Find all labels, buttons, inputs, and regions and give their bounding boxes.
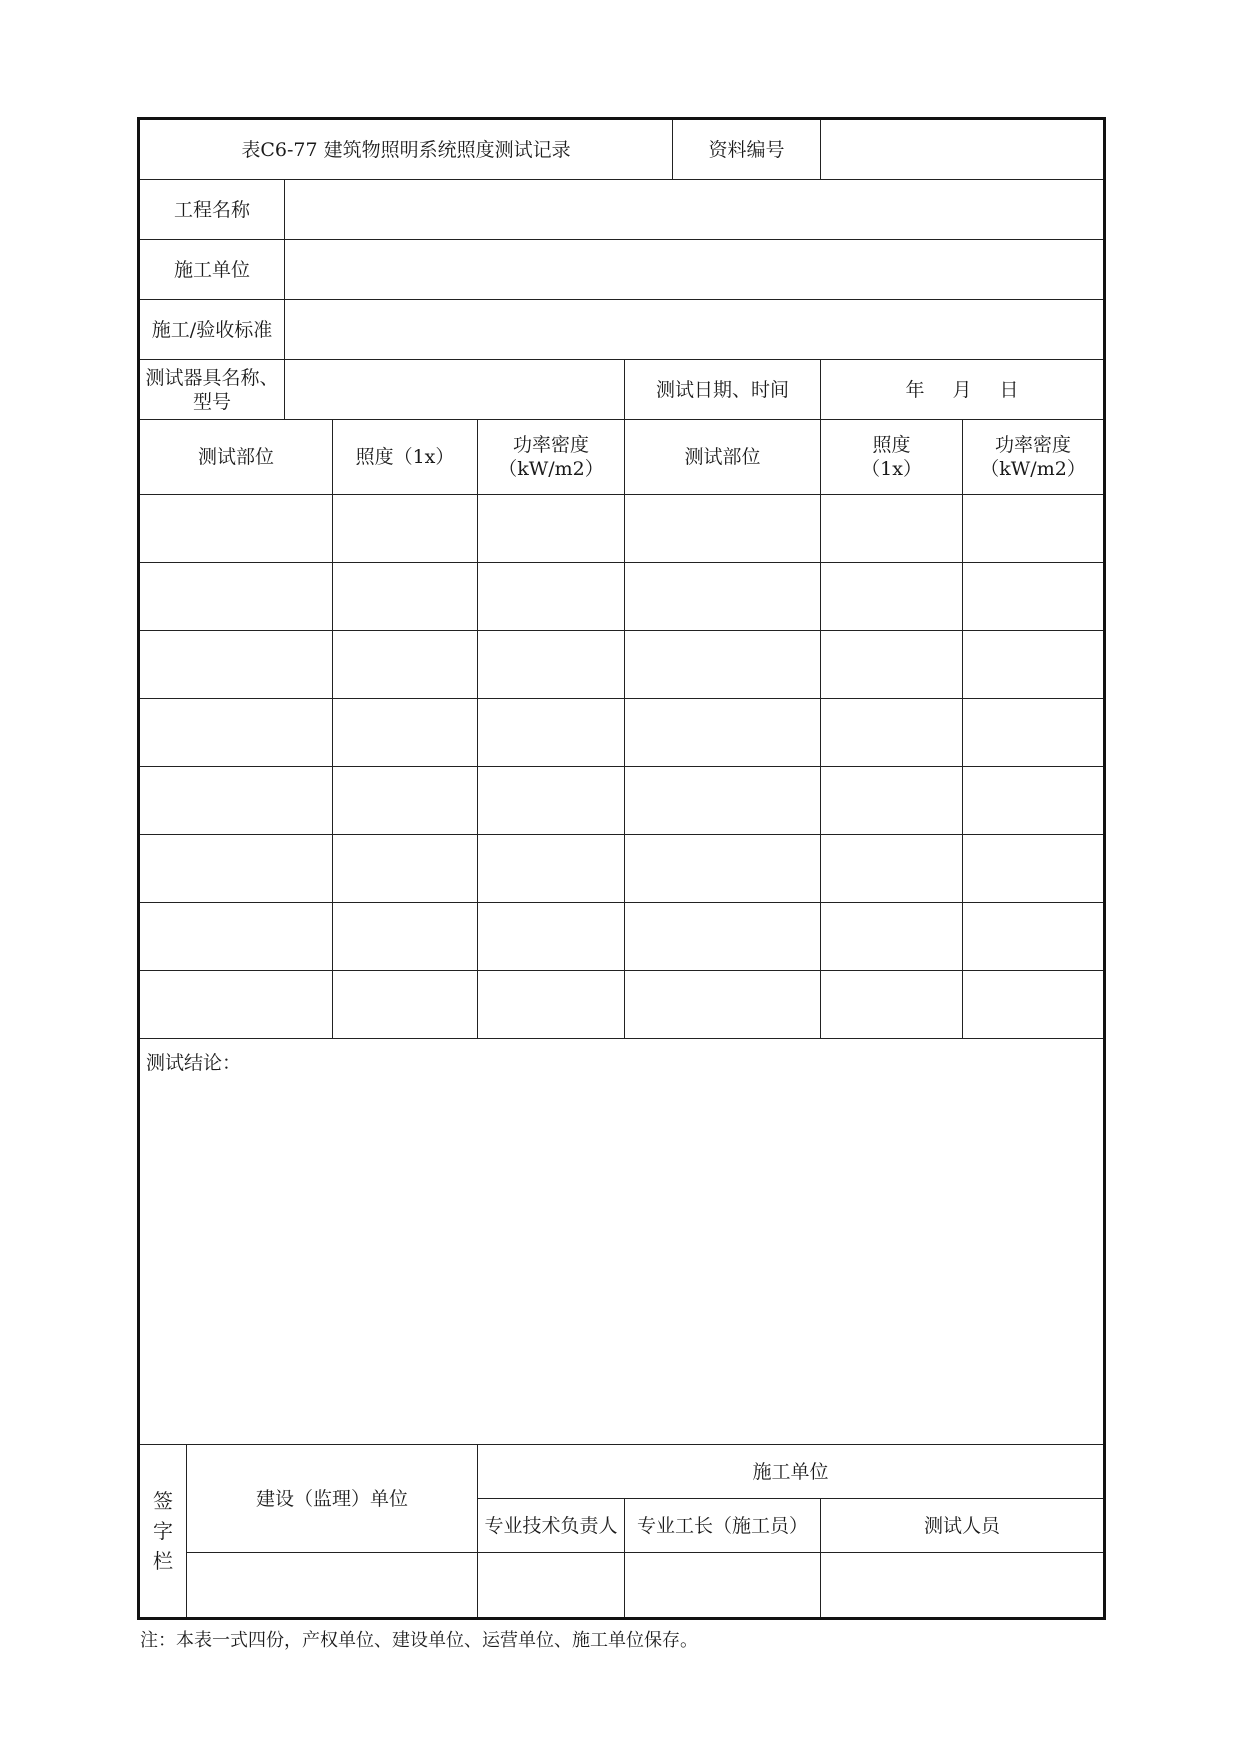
- col-location-right: 测试部位: [625, 420, 821, 495]
- test-date-label: 测试日期、时间: [625, 360, 821, 420]
- tester-label: 测试人员: [821, 1499, 1105, 1553]
- row-8-power-right[interactable]: [963, 971, 1105, 1039]
- foreman-label: 专业工长（施工员）: [625, 1499, 821, 1553]
- row-2-location-right[interactable]: [625, 563, 821, 631]
- row-5-illuminance-left[interactable]: [333, 767, 478, 835]
- project-name-row: [139, 180, 1105, 240]
- row-2-power-right[interactable]: [963, 563, 1105, 631]
- row-5-location-left[interactable]: [139, 767, 333, 835]
- table-row: [139, 563, 1105, 631]
- col-power-left: [478, 420, 625, 495]
- row-6-location-right[interactable]: [625, 835, 821, 903]
- signature-char-2: 字: [153, 1519, 173, 1543]
- owner-signature-field[interactable]: [187, 1553, 478, 1619]
- row-5-power-right[interactable]: [963, 767, 1105, 835]
- date-day-label: 日: [999, 378, 1019, 401]
- conclusion-field[interactable]: [139, 1039, 1105, 1445]
- tech-lead-signature-field[interactable]: [478, 1553, 625, 1619]
- date-month-label: 月: [952, 378, 972, 401]
- row-6-illuminance-right[interactable]: [821, 835, 963, 903]
- date-year-label: 年: [905, 378, 925, 401]
- standard-field[interactable]: [285, 300, 1105, 360]
- table-row: [139, 699, 1105, 767]
- standard-label: 施工/验收标准: [139, 300, 285, 360]
- row-1-location-left[interactable]: [139, 495, 333, 563]
- col-power-right-line1: 功率密度: [995, 434, 1072, 456]
- row-3-power-left[interactable]: [478, 631, 625, 699]
- instrument-row: [139, 360, 1105, 420]
- row-5-location-right[interactable]: [625, 767, 821, 835]
- row-4-power-right[interactable]: [963, 699, 1105, 767]
- signature-field-row: [139, 1553, 1105, 1619]
- row-8-power-left[interactable]: [478, 971, 625, 1039]
- row-5-power-left[interactable]: [478, 767, 625, 835]
- row-3-illuminance-right[interactable]: [821, 631, 963, 699]
- contractor-label: 施工单位: [139, 240, 285, 300]
- tester-signature-field[interactable]: [821, 1553, 1105, 1619]
- table-row: [139, 835, 1105, 903]
- table-row: [139, 767, 1105, 835]
- row-1-power-right[interactable]: [963, 495, 1105, 563]
- row-7-power-left[interactable]: [478, 903, 625, 971]
- row-3-power-right[interactable]: [963, 631, 1105, 699]
- col-power-right-line2: （kW/m2）: [980, 458, 1086, 480]
- col-power-left-line2: （kW/m2）: [498, 458, 604, 480]
- form-sheet: [137, 117, 1105, 1620]
- row-1-location-right[interactable]: [625, 495, 821, 563]
- row-1-power-left[interactable]: [478, 495, 625, 563]
- col-location-left: 测试部位: [139, 420, 333, 495]
- title-row: [139, 119, 1105, 180]
- row-6-location-left[interactable]: [139, 835, 333, 903]
- instrument-label: [139, 360, 285, 420]
- owner-supervisor-label: 建设（监理）单位: [187, 1445, 478, 1553]
- table-row: [139, 971, 1105, 1039]
- conclusion-label: 测试结论：: [146, 1052, 242, 1074]
- table-row: [139, 631, 1105, 699]
- col-illuminance-right: [821, 420, 963, 495]
- instrument-label-line1: 测试器具名称、: [145, 366, 279, 389]
- row-3-location-left[interactable]: [139, 631, 333, 699]
- row-6-power-left[interactable]: [478, 835, 625, 903]
- col-power-left-line1: 功率密度: [512, 434, 589, 456]
- row-8-illuminance-left[interactable]: [333, 971, 478, 1039]
- row-4-illuminance-right[interactable]: [821, 699, 963, 767]
- row-4-location-right[interactable]: [625, 699, 821, 767]
- row-2-power-left[interactable]: [478, 563, 625, 631]
- tech-lead-label: 专业技术负责人: [478, 1499, 625, 1553]
- signature-char-1: 签: [153, 1489, 173, 1513]
- doc-no-field[interactable]: [821, 119, 1105, 180]
- signature-char-3: 栏: [153, 1549, 173, 1573]
- row-3-illuminance-left[interactable]: [333, 631, 478, 699]
- instrument-field[interactable]: [285, 360, 625, 420]
- row-1-illuminance-left[interactable]: [333, 495, 478, 563]
- row-3-location-right[interactable]: [625, 631, 821, 699]
- conclusion-row: [139, 1039, 1105, 1445]
- row-7-power-right[interactable]: [963, 903, 1105, 971]
- project-name-label: 工程名称: [139, 180, 285, 240]
- foreman-signature-field[interactable]: [625, 1553, 821, 1619]
- illumination-test-record-table: [137, 117, 1106, 1620]
- row-7-location-right[interactable]: [625, 903, 821, 971]
- column-header-row: [139, 420, 1105, 495]
- row-4-location-left[interactable]: [139, 699, 333, 767]
- row-7-illuminance-left[interactable]: [333, 903, 478, 971]
- col-illuminance-left: 照度（1x）: [333, 420, 478, 495]
- row-7-illuminance-right[interactable]: [821, 903, 963, 971]
- signature-contractor-label: 施工单位: [478, 1445, 1105, 1499]
- contractor-row: [139, 240, 1105, 300]
- row-6-power-right[interactable]: [963, 835, 1105, 903]
- col-illuminance-right-line1: 照度: [872, 434, 911, 456]
- row-5-illuminance-right[interactable]: [821, 767, 963, 835]
- row-4-illuminance-left[interactable]: [333, 699, 478, 767]
- row-2-illuminance-left[interactable]: [333, 563, 478, 631]
- row-8-illuminance-right[interactable]: [821, 971, 963, 1039]
- row-4-power-left[interactable]: [478, 699, 625, 767]
- table-row: [139, 903, 1105, 971]
- contractor-field[interactable]: [285, 240, 1105, 300]
- form-title: 表C6-77 建筑物照明系统照度测试记录: [139, 119, 673, 180]
- row-6-illuminance-left[interactable]: [333, 835, 478, 903]
- project-name-field[interactable]: [285, 180, 1105, 240]
- row-2-illuminance-right[interactable]: [821, 563, 963, 631]
- row-8-location-left[interactable]: [139, 971, 333, 1039]
- doc-no-label: 资料编号: [673, 119, 821, 180]
- row-7-location-left[interactable]: [139, 903, 333, 971]
- row-1-illuminance-right[interactable]: [821, 495, 963, 563]
- col-illuminance-right-line2: （1x）: [861, 458, 922, 480]
- instrument-label-line2: 型号: [192, 390, 231, 413]
- signature-header-row: [139, 1445, 1105, 1499]
- signature-section-label: [139, 1445, 187, 1619]
- standard-row: [139, 300, 1105, 360]
- footnote: 注：本表一式四份，产权单位、建设单位、运营单位、施工单位保存。: [140, 1630, 698, 1651]
- row-2-location-left[interactable]: [139, 563, 333, 631]
- test-date-field[interactable]: [821, 360, 1105, 420]
- row-8-location-right[interactable]: [625, 971, 821, 1039]
- table-row: [139, 495, 1105, 563]
- col-power-right: [963, 420, 1105, 495]
